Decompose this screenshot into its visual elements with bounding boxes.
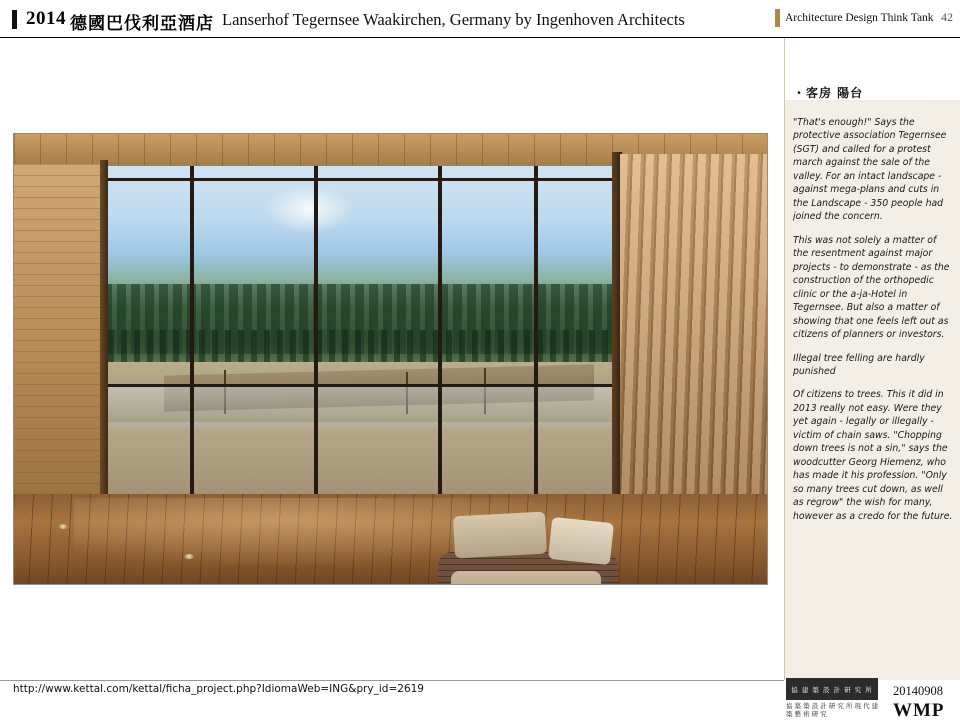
right-slat-shading [620,154,767,546]
studio-logo: 協 建 築 設 計 研 究 所 [786,678,878,700]
left-wall-edge [100,160,108,505]
title-accent-bar [12,10,17,29]
mullion-vertical-3 [438,166,442,504]
source-url[interactable]: http://www.kettal.com/kettal/ficha_project.php?IdiomaWeb=ING&pry_id=2619 [13,683,424,695]
sidebar-paragraph: Illegal tree felling are hardly punished [793,352,925,377]
page-number: 42 [941,10,953,24]
glass-balustrade [108,386,620,428]
tree-line-near [108,330,620,364]
studio-name-cjk: 協 築 築 設 計 研 究 所 現 代 建 築 藝 術 研 究 [786,702,879,719]
page-title: Lanserhof Tegernsee Waakirchen, Germany by Ingenhoven Architects [222,10,685,29]
brand-mark: WMP [893,700,945,720]
title-year: 2014 [26,8,66,29]
publish-date: 20140908 [893,684,943,698]
mullion-vertical-2 [314,166,318,504]
page-header [0,0,960,38]
mullion-vertical-1 [190,166,194,504]
sidebar [784,38,960,680]
header-right-group [775,0,960,37]
header-accent-bar [775,9,780,27]
sun-glow [264,184,354,234]
title-cjk: 德國巴伐利亞酒店 [70,14,214,34]
armchair-seat-cushion [451,571,601,584]
footer-divider [0,680,784,681]
mullion-horizontal-top [108,178,620,181]
armchair-cushion-side [548,517,614,565]
sidebar-paragraph: Of citizens to trees. This it did in 2013 really not easy. Were they yet again - legally or illegally - victim of chain saws. "Chopping down trees is not a sin," says the woodcutter Georg Hiemenz, who has made it his profession. "Only so many trees cut down, as well as regrow" the wish for many, however as a credo for the future. [793,389,953,522]
armchair-cushion-back [453,512,547,559]
left-wall-slats [14,164,106,494]
main-photo [13,133,768,585]
mullion-horizontal-mid [108,384,620,387]
header-series-label: Architecture Design Think Tank [785,12,934,24]
sidebar-paragraph: "That's enough!" Says the protective association Tegernsee (SGT) and called for a protest march against the sale of the valley. For an intact landscape - against mega-plans and cuts in the Landscape - 350 people had joined the concern. [793,117,947,223]
floor-uplight-1 [58,524,68,529]
floor-uplight-2 [184,554,194,559]
photo-scene [14,134,767,584]
sidebar-body-text [793,116,953,676]
sidebar-section-title: ・客房 陽台 [793,86,864,100]
sidebar-paragraph: This was not solely a matter of the resentment against major projects - to demonstrate - as the construction of the orthopedic clinic or the a-ja-Hotel in Tegernsee. But also a matter of showing that one feels left out as citizens of planners or investors. [793,234,950,341]
mullion-vertical-4 [534,166,538,504]
